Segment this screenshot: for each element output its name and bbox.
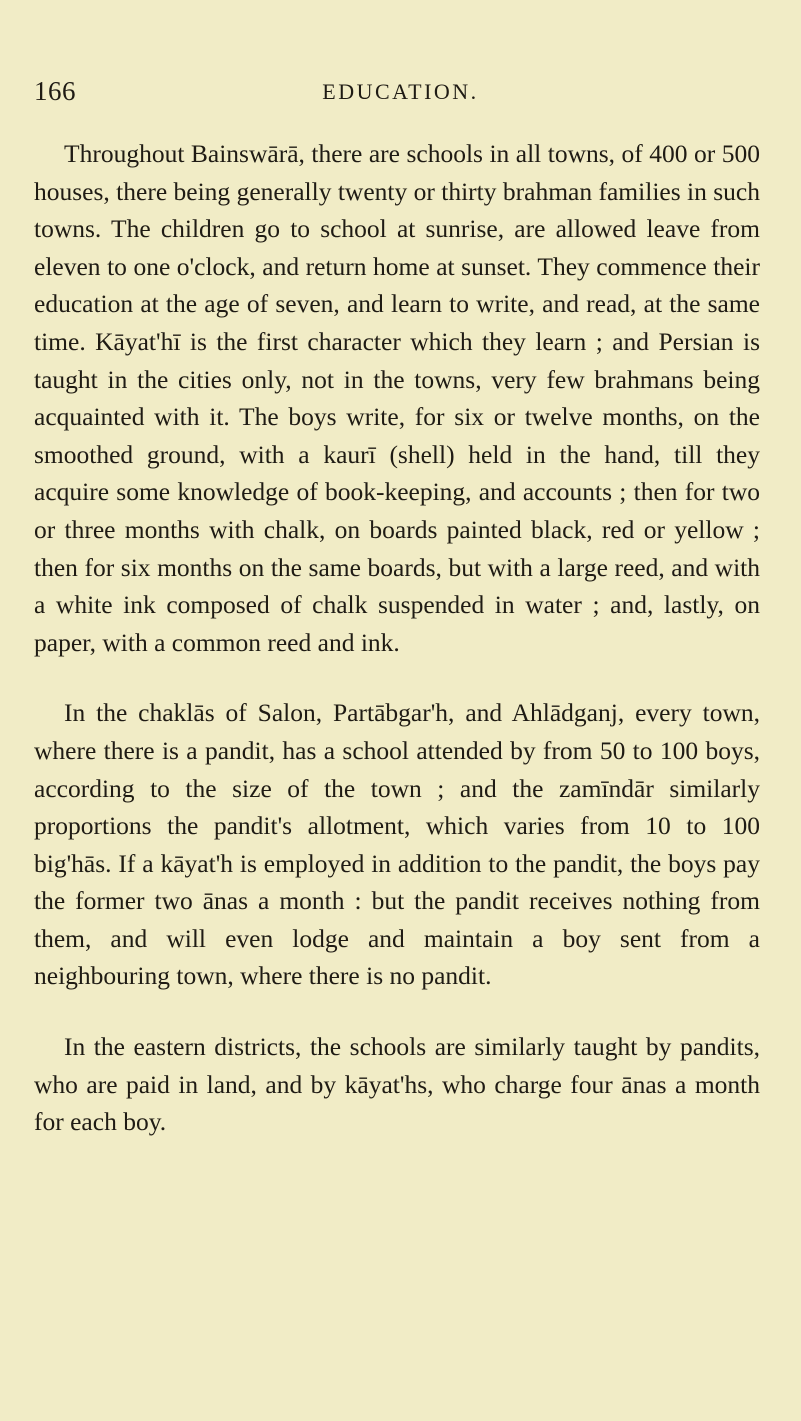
running-title: EDUCATION. [322, 79, 479, 104]
body-text [34, 135, 760, 1141]
page-header [34, 76, 767, 112]
paragraph-eastern-districts: In the eastern districts, the schools are similarly taught by pandits, who are paid in land, and by kāyat'hs, who charge four ānas a month for each boy. [34, 1032, 760, 1137]
paragraph-bainswara-schools: Throughout Bainswārā, there are schools in all towns, of 400 or 500 houses, there being generally twenty or thirty brahman families in such towns. The children go to school at sunrise, are allowed leave from eleven to one o'clock, and return home at sunset. They commence their education at the age of seven, and learn to write, and read, at the same time. Kāyat'hī is the first character which they learn ; and Persian is taught in the cities only, not in the towns, very few brahmans being acquainted with it. The boys write, for six or twelve months, on the smoothed ground, with a kaurī (shell) held in the hand, till they acquire some knowledge of book-keeping, and accounts ; then for two or three months with chalk, on boards painted black, red or yellow ; then for six months on the same boards, but with a large reed, and with a white ink composed of chalk suspended in water ; and, lastly, on paper, with a common reed and ink. [34, 139, 760, 657]
page-number: 166 [34, 76, 76, 106]
paragraph-chaklas-schools: In the chaklās of Salon, Partābgar'h, and Ahlādganj, every town, where there is a pandit, has a school attended by from 50 to 100 boys, according to the size of the town ; and the zamīndār similarly proportions the pandit's allotment, which varies from 10 to 100 big'hās. If a kāyat'h is employed in addition to the pandit, the boys pay the former two ānas a month : but the pandit receives nothing from them, and will even lodge and maintain a boy sent from a neighbouring town, where there is no pandit. [34, 698, 760, 991]
